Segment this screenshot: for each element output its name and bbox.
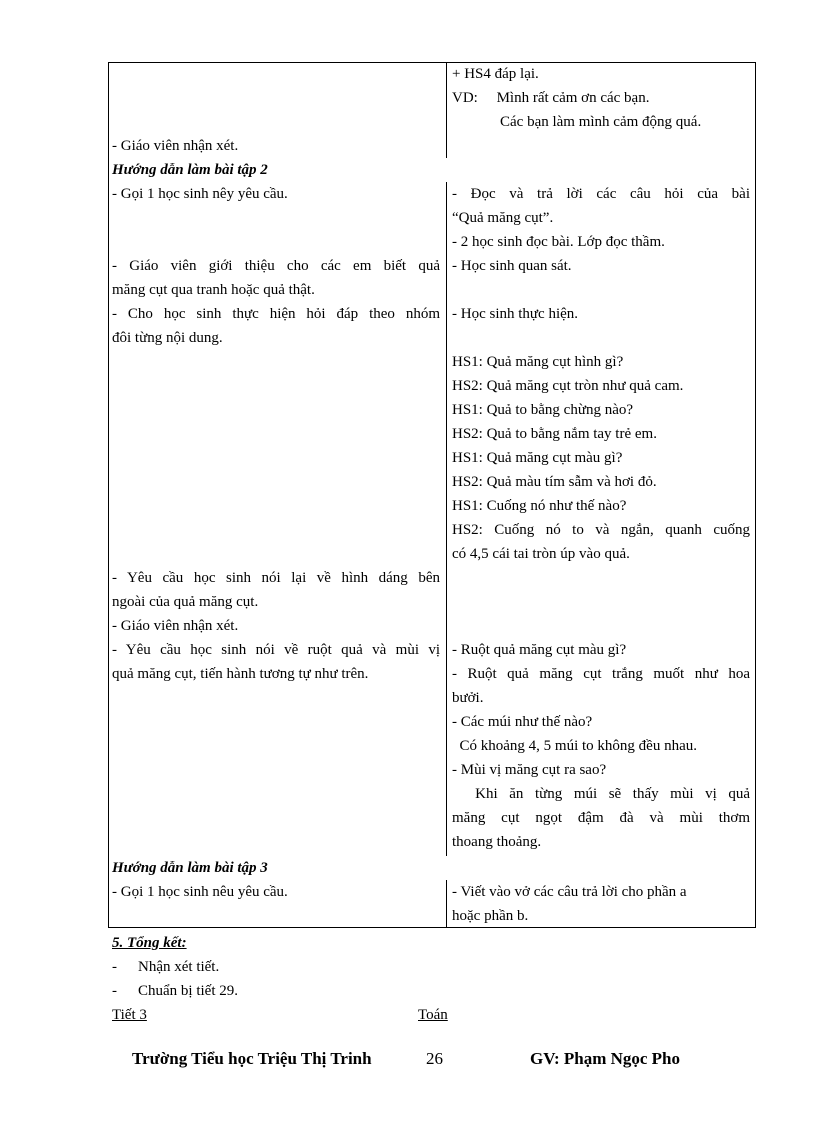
- right-line: bưởi.: [452, 690, 484, 706]
- right-line: - Học sinh quan sát.: [452, 258, 572, 274]
- period-label: Tiết 3: [112, 1007, 147, 1023]
- subject-label: Toán: [418, 1007, 448, 1023]
- left-line: - Giáo viên nhận xét.: [112, 618, 239, 634]
- left-line: - Yêu cầu học sinh nói lại về hình dáng bên: [112, 570, 440, 586]
- left-line: quả măng cụt, tiến hành tương tự như trên.: [112, 666, 369, 682]
- summary-bullet: -: [112, 959, 117, 975]
- right-line: HS2: Quả măng cụt tròn như quả cam.: [452, 378, 684, 394]
- right-line: - 2 học sinh đọc bài. Lớp đọc thầm.: [452, 234, 665, 250]
- exercise-2-heading: Hướng dẫn làm bài tập 2: [112, 162, 268, 178]
- column-divider: [446, 880, 447, 928]
- left-line: đôi từng nội dung.: [112, 330, 223, 346]
- left-line: - Cho học sinh thực hiện hỏi đáp theo nhóm: [112, 306, 440, 322]
- right-line: - Viết vào vở các câu trả lời cho phần a: [452, 884, 687, 900]
- right-line: HS2: Cuống nó to và ngắn, quanh cuống: [452, 522, 750, 538]
- right-line: + HS4 đáp lại.: [452, 66, 539, 82]
- right-line: - Ruột quả măng cụt trắng muốt như hoa: [452, 666, 750, 682]
- right-line: HS1: Quả to bằng chừng nào?: [452, 402, 634, 418]
- exercise-3-heading: Hướng dẫn làm bài tập 3: [112, 860, 268, 876]
- right-line: HS1: Quả măng cụt hình gì?: [452, 354, 624, 370]
- summary-bullet: -: [112, 983, 117, 999]
- left-line: - Yêu cầu học sinh nói về ruột quả và mùi vị: [112, 642, 440, 658]
- right-line: có 4,5 cái tai tròn úp vào quả.: [452, 546, 630, 562]
- page-number: 26: [426, 1049, 443, 1068]
- column-divider: [446, 182, 447, 856]
- right-line: HS1: Quả măng cụt màu gì?: [452, 450, 623, 466]
- left-line: măng cụt qua tranh hoặc quả thật.: [112, 282, 315, 298]
- right-line: măng cụt ngọt đậm đà và mùi thơm: [452, 810, 750, 826]
- right-line: HS1: Cuống nó như thế nào?: [452, 498, 627, 514]
- right-line: - Các múi như thế nào?: [452, 714, 593, 730]
- right-line: Có khoảng 4, 5 múi to không đều nhau.: [452, 738, 697, 754]
- right-line: thoang thoảng.: [452, 834, 542, 850]
- right-line: VD: Mình rất cảm ơn các bạn.: [452, 90, 650, 106]
- summary-item: Nhận xét tiết.: [138, 959, 220, 975]
- column-divider: [446, 62, 447, 158]
- right-line: - Ruột quả măng cụt màu gì?: [452, 642, 627, 658]
- footer-teacher: GV: Phạm Ngọc Pho: [530, 1049, 681, 1068]
- right-line: Khi ăn từng múi sẽ thấy mùi vị quả: [452, 786, 750, 802]
- right-line: HS2: Quả màu tím sẫm và hơi đỏ.: [452, 474, 657, 490]
- left-line: - Giáo viên nhận xét.: [112, 138, 239, 154]
- left-line: - Gọi 1 học sinh nêu yêu cầu.: [112, 884, 288, 900]
- summary-title: 5. Tổng kết:: [112, 935, 187, 951]
- left-line: ngoài của quả măng cụt.: [112, 594, 259, 610]
- right-line: - Đọc và trả lời các câu hỏi của bài: [452, 186, 750, 202]
- footer-school: Trường Tiểu học Triệu Thị Trinh: [132, 1049, 372, 1068]
- left-line: - Giáo viên giới thiệu cho các em biết quả: [112, 258, 440, 274]
- right-line: - Học sinh thực hiện.: [452, 306, 579, 322]
- right-line: hoặc phần b.: [452, 908, 529, 924]
- right-line: “Quả măng cụt”.: [452, 210, 554, 226]
- right-line: HS2: Quả to bằng nắm tay trẻ em.: [452, 426, 657, 442]
- right-line: Các bạn làm mình cảm động quá.: [500, 114, 702, 130]
- summary-item: Chuẩn bị tiết 29.: [138, 983, 238, 999]
- left-line: - Gọi 1 học sinh nêy yêu cầu.: [112, 186, 288, 202]
- right-line: - Mùi vị măng cụt ra sao?: [452, 762, 607, 778]
